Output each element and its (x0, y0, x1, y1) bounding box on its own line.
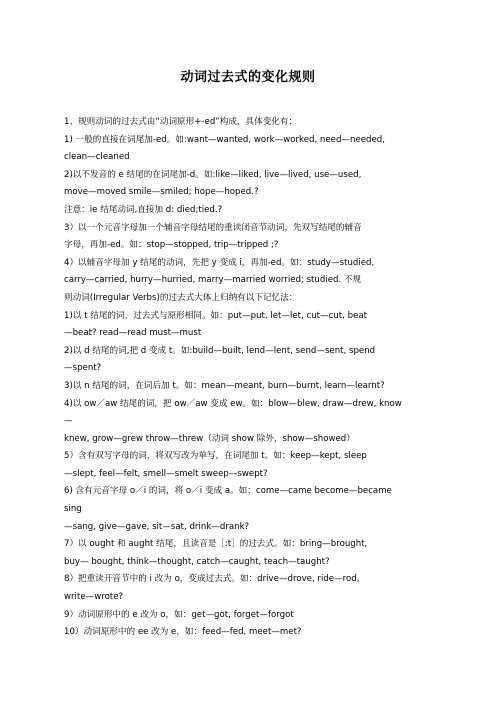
text-line: buy— bought, think—thought, catch—caught, teach—taught? (64, 556, 330, 567)
text-line: —beat? read—read must—must (64, 328, 202, 339)
text-line: — (64, 416, 73, 427)
document-body (64, 114, 442, 642)
text-line: 3）以一个元音字母加一个辅音字母结尾的重读闭音节动词，先双写结尾的辅音 (64, 222, 362, 233)
document-title: 动词过去式的变化规则 (180, 70, 316, 85)
text-line: 1) 一般的直接在词尾加-ed。如:want—wanted, work—worked, need—needed, (64, 134, 385, 145)
text-line: 8）把重读开音节中的 i 改为 o，变成过去式。如：drive—drove, ride—rod, (64, 574, 360, 585)
text-line: write—wrote? (64, 592, 124, 603)
text-line: sing (64, 504, 82, 515)
text-line: 4)以 ow／aw 结尾的词，把 ow／aw 变成 ew。如：blow—blew, draw—drew, know (64, 398, 402, 409)
text-line: carry—carried, hurry—hurried, marry—married worried; studied. 不规 (64, 275, 362, 286)
text-line: 7）以 ought 和 aught 结尾，且读音是［:t］的过去式。如：bring—brought, (64, 539, 368, 550)
text-line: 5）含有双写字母的词，将双写改为单写，在词尾加 t。如：keep—kept, sleep (64, 451, 367, 462)
text-line: clean—cleaned (64, 152, 130, 163)
text-line: 字母，再加-ed。如：stop—stopped, trip—tripped ;? (64, 240, 279, 251)
text-line: —sang, give—gave, sit—sat, drink—drank? (64, 521, 250, 532)
text-line: move—moved smile—smiled; hope—hoped.? (64, 187, 259, 198)
text-line: 1)以 t 结尾的词，过去式与原形相同。如：put—put, let—let, cut—cut, beat (64, 310, 368, 321)
text-line: 3)以 n 结尾的词，在词后加 t。如：mean—meant, burn—burnt, learn—learnt? (64, 380, 385, 391)
text-line: 4）以辅音字母加 y 结尾的动词，先把 y 变成 i，再加-ed。如：study—studied, (64, 257, 375, 268)
text-line: 则动词(Irregular Verbs)的过去式大体上归纳有以下记忆法： (64, 292, 298, 303)
text-line: —slept, feel—felt, smell—smelt sweep—swept? (64, 468, 268, 479)
text-line: 1、规则动词的过去式由“动词原形+-ed”构成，具体变化有： (64, 117, 298, 127)
text-line: 10）动词原形中的 ee 改为 e，如：feed—fed, meet—met? (64, 627, 302, 638)
text-line: 注意：ie 结尾动词,直接加 d: died;tied.? (64, 204, 223, 215)
text-line: —spent? (64, 363, 102, 374)
text-line: 9）动词原形中的 e 改为 o，如：get—got, forget—forgot (64, 609, 294, 620)
text-line: 2)以 d 结尾的词,把 d 变成 t。如:build—built, lend—lent, send—sent, spend (64, 345, 376, 356)
text-line: 2)以不发音的 e 结尾的在词尾加-d。如:like—liked, live—lived, use—used, (64, 169, 362, 180)
text-line: 6) 含有元音字母 o／i 的词，将 o／i 变成 a。如：come—came become—became (64, 486, 392, 497)
text-line: knew, grow—grew throw—threw（动词 show 除外，show—showed） (64, 433, 355, 444)
